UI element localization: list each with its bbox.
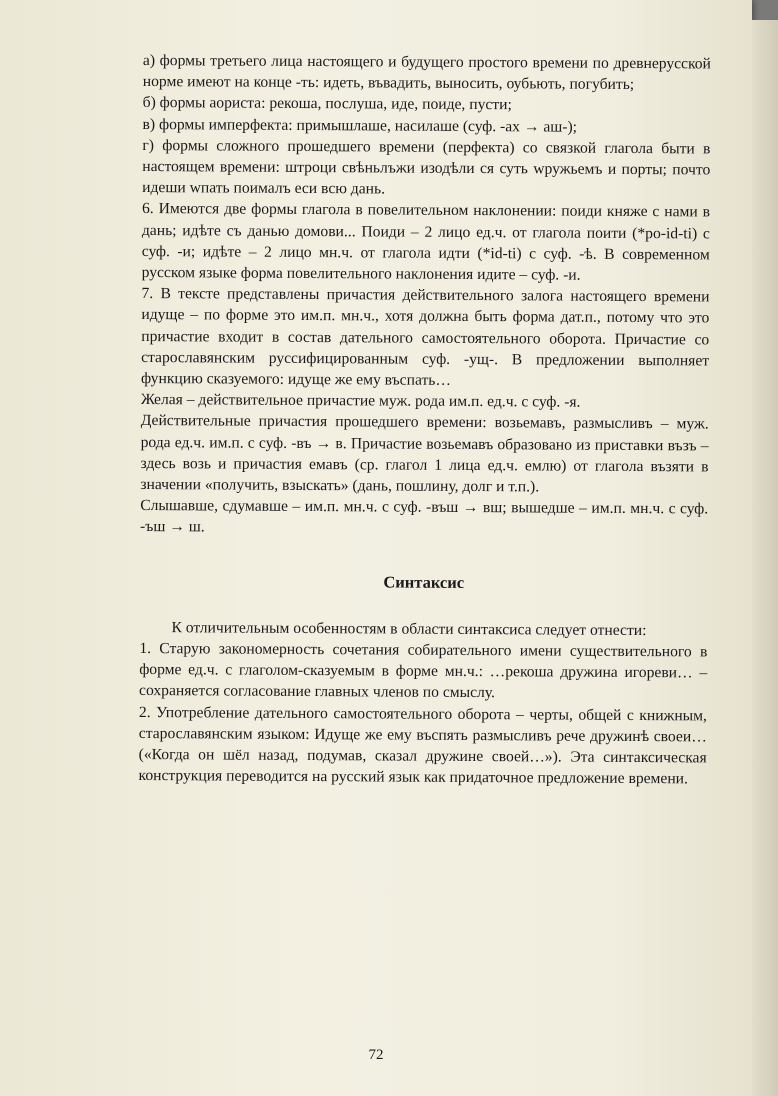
page-number: 72	[368, 1047, 384, 1063]
syntax-item-1: 1. Старую закономерность сочетания собирательного имени существительного в форме ед.ч. с глаголом-сказуемым в форме мн.ч.: …рекоша дружина игореви… – сохраняется согласование главных членов по смыслу.	[139, 640, 708, 702]
syntax-item-2: 2. Употребление дательного самостоятельного оборота – черты, общей с книжным, старославянским языком: Идуще же ему въспять размысливъ рече дружинѣ своеи… («Когда он шёл назад, подумав, сказал дружине своей…»). Эта синтаксическая конструкция переводится на русский язык как придаточное предложение времени.	[138, 703, 707, 788]
paragraph-slyshavshe: Слышавше, сдумавше – им.п. мн.ч. с суф. -въш → вш; вышедше – им.п. мн.ч. с суф. -ъш → ш.	[140, 497, 709, 536]
paragraph-past-participles: Действительные причастия прошедшего времени: возьемавъ, размысливъ – муж. рода ед.ч. им.п. с суф. -въ → в. Причастие возьемавъ образовано из приставки възъ – здесь возь и причастия емавъ (ср. глагол 1 лица ед.ч. емлю) от глагола възяти в значении «получить, взыскать» (дань, пошлину, долг и т.п.).	[140, 412, 709, 496]
paragraph-6: 6. Имеются две формы глагола в повелительном наклонении: поиди княже с нами в дань; идѣте съ данью домови... Поиди – 2 лицо ед.ч. от глагола поити (*po-id-ti) с суф. -и; идѣте – 2 лицо мн.ч. от глагола идти (*id-ti) с суф. -ѣ. В современном русском языке форма повелительного наклонения идите – суф. -и.	[141, 200, 711, 284]
paragraph-b: б) формы аориста: рекоша, послуша, иде, поиде, пусти;	[142, 94, 512, 114]
paragraph-c: в) формы имперфекта: примышлаше, насилаше (суф. -ах → аш-);	[142, 115, 578, 136]
page-text	[139, 50, 711, 790]
paragraph-a: а) формы третьего лица настоящего и будущего простого времени по древнерусской норме имеют на конце -ть: идеть, въвадить, выносить, оубьють, погубить;	[142, 51, 711, 94]
paragraph-zhelaya: Желая – действительное причастие муж. рода им.п. ед.ч. с суф. -я.	[140, 391, 581, 411]
syntax-intro: К отличительным особенностям в области синтаксиса следует отнести:	[171, 619, 647, 639]
paragraph-d: г) формы сложного прошедшего времени (перфекта) со связкой глагола быти в настоящем времени: штроци свѣньлъжи изодѣли ся суть wружьемъ и порты; почто идеши wпать поималъ еси всю дань.	[142, 136, 711, 198]
paragraph-7: 7. В тексте представлены причастия действительного залога настоящего времени идуще – по форме это им.п. мн.ч., хотя должна быть форма дат.п., потому что это причастие входит в состав дательного самостоятельного оборота. Причастие со старославянским руссифицированным суф. -ущ-. В предложении выполняет функцию сказуемого: идуще же ему въспать…	[140, 285, 710, 389]
section-heading: Синтаксис	[383, 572, 465, 592]
adjacent-page-edge	[752, 20, 778, 1096]
